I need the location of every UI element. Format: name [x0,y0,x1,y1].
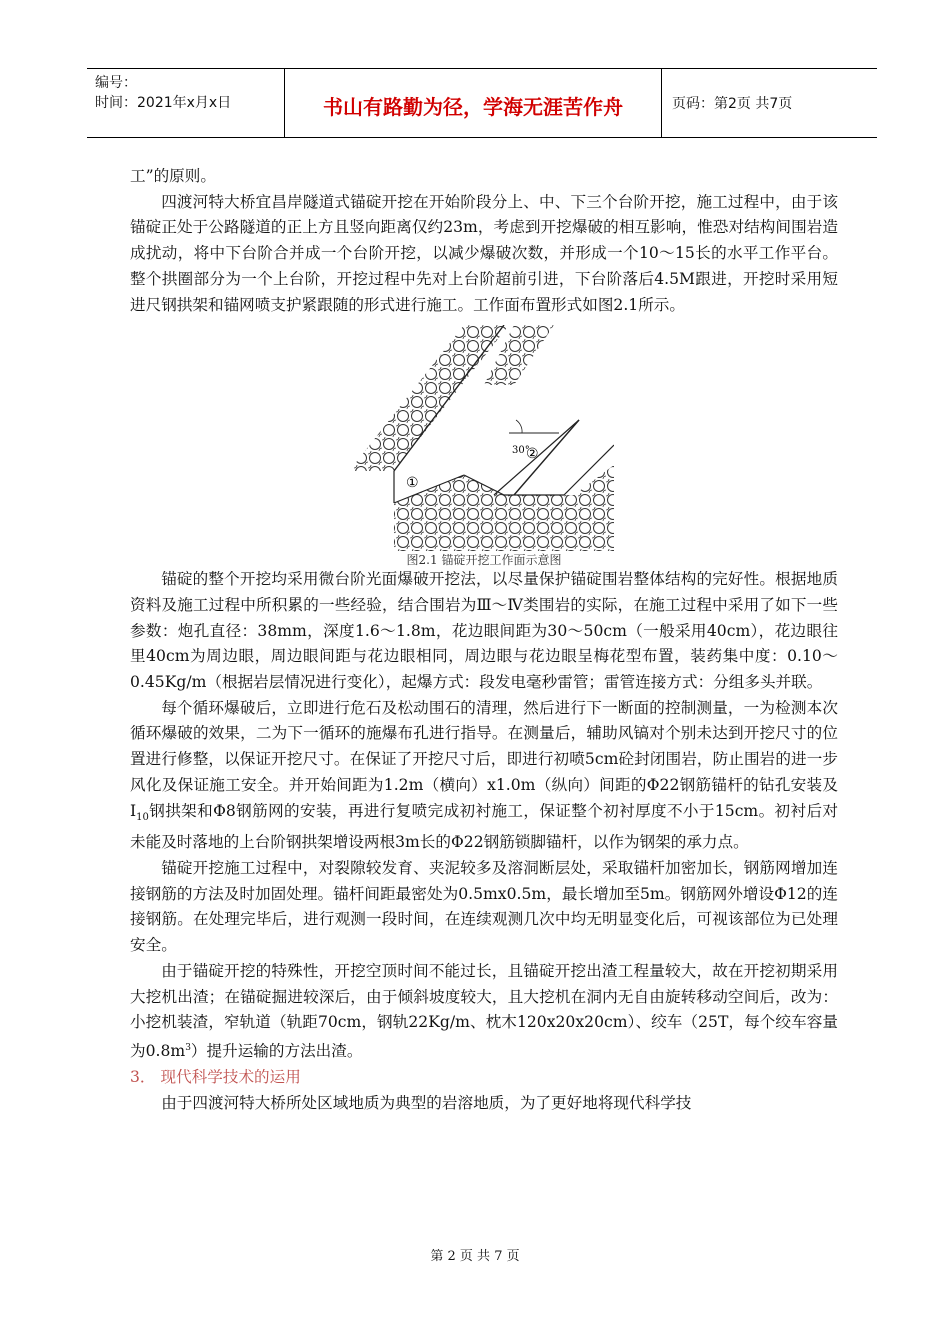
document-header [87,68,877,138]
paragraph-5-part-b: ）提升运输的方法出渣。 [190,1042,363,1061]
header-page-info: 页码：第2页 共7页 [672,96,793,112]
header-right-cell [662,69,877,137]
doc-time-label: 时间：2021年x月x日 [95,95,232,111]
excavation-figure [130,321,838,567]
header-middle-cell [285,69,662,137]
excavation-diagram [354,325,614,551]
page-footer: 第 2 页 共 7 页 [430,1249,520,1264]
paragraph-6: 由于四渡河特大桥所处区域地质为典型的岩溶地质，为了更好地将现代科学技 [161,1093,692,1112]
doc-number-label: 编号： [95,75,137,91]
paragraph-5 [130,959,838,1065]
paragraph-3-subscript: 10 [136,811,149,823]
document-body [130,164,838,1116]
paragraph-1: 四渡河特大桥宜昌岸隧道式锚碇开挖在开始阶段分上、中、下三个台阶开挖，施工过程中，由于该锚碇正处于公路隧道的正上方且竖向距离仅约23m，考虑到开挖爆破的相互影响，惟恐对结构间围岩造成扰动，将中下台阶合并成一个台阶开挖，以减少爆破次数，并形成一个10～15长的水平工作平台。整个拱圈部分为一个上台阶，开挖过程中先对上台阶超前引进，下台阶落后4.5M跟进，开挖时采用短进尺钢拱架和锚网喷支护紧跟随的形式进行施工。工作面布置形式如图2.1所示。 [130,192,838,314]
paragraph-3 [130,696,838,856]
paragraph-2: 锚碇的整个开挖均采用微台阶光面爆破开挖法，以尽量保护锚碇围岩整体结构的完好性。根据地质资料及施工过程中所积累的一些经验，结合围岩为Ⅲ～Ⅳ类围岩的实际，在施工过程中采用了如下一些参数：炮孔直径：38mm，深度1.6～1.8m，花边眼间距为30～50cm（一般采用40cm），花边眼往里40cm为周边眼，周边眼间距与花边眼相同，周边眼与花边眼呈梅花型布置，装药集中度：0.10～0.45Kg/m（根据岩层情况进行变化），起爆方式：段发电毫秒雷管；雷管连接方式：分组多头并联。 [130,570,838,692]
paragraph-0: 工”的原则。 [130,167,216,185]
angle-label: 30° [512,445,530,457]
region-2-label: ② [526,446,539,463]
paragraph-3-part-b: 钢拱架和Φ8钢筋网的安装，再进行复喷完成初衬施工，保证整个初衬厚度不小于15cm。初衬后对未能及时落地的上台阶钢拱架增设两根3m长的Φ22钢筋锁脚锚杆，以作为钢架的承力点。 [130,801,838,852]
figure-caption: 图2.1 锚碇开挖工作面示意图 [406,553,562,568]
paragraph-5-part-a: 由于锚碇开挖的特殊性，开挖空顶时间不能过长，且锚碇开挖出渣工程量较大，故在开挖初期采用大挖机出渣；在锚碇掘进较深后，由于倾斜坡度较大，且大挖机在洞内无自由旋转移动空间后，改为：小挖机装渣，窄轨道（轨距70cm，钢轨22Kg/m、枕木120x20x20cm）、绞车（25T，每个绞车容量为0.8m [130,961,838,1061]
section-heading-3: 3． 现代科学技术的运用 [130,1067,301,1086]
region-1-label: ① [406,475,419,492]
upper-rock-mass [354,325,509,471]
header-motto: 书山有路勤为径，学海无涯苦作舟 [323,95,623,119]
paragraph-4: 锚碇开挖施工过程中，对裂隙较发育、夹泥较多及溶洞断层处，采取锚杆加密加长，钢筋网增加连接钢筋的方法及时加固处理。锚杆间距最密处为0.5mx0.5m，最长增加至5m。钢筋网外增设Φ12的连接钢筋。在处理完毕后，进行观测一段时间，在连续观测几次中均无明显变化后，可视该部位为已处理安全。 [130,859,838,955]
paragraph-5-superscript: 3 [185,1042,191,1053]
paragraph-3-part-a: 每个循环爆破后，立即进行危石及松动围石的清理，然后进行下一断面的控制测量，一为检测本次循环爆破的效果，二为下一循环的施爆布孔进行指导。在测量后，辅助风镐对个别未达到开挖尺寸的位置进行修整，以保证开挖尺寸。在保证了开挖尺寸后，即进行初喷5cm砼封闭围岩，防止围岩的进一步风化及保证施工安全。并开始间距为1.2m（横向）x1.0m（纵向）间距的Φ22钢筋锚杆的钻孔安装及I [130,698,838,820]
header-left-cell [87,69,285,137]
